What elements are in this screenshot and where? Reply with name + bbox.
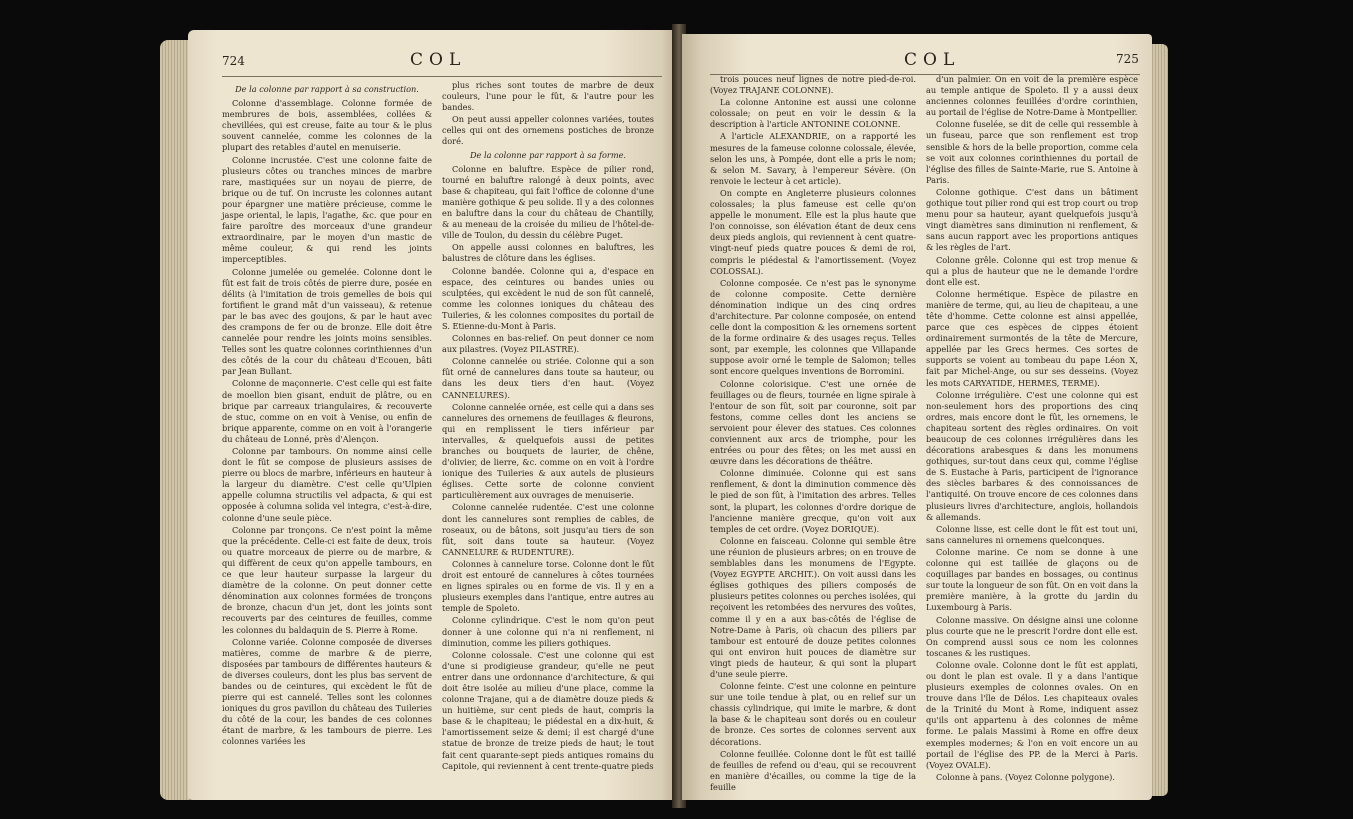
left-page-number: 724 xyxy=(222,54,245,68)
entry-paragraph: Colonne feinte. C'est une colonne en peinture sur une toile tendue à plat, ou en relief sur un chassis cylindrique, qui imite le marbre, & dont la base & le chapiteau sont dorés ou en couleur de bronze. Ces sortes de colonnes servent aux décorations. xyxy=(710,681,916,747)
right-column-2 xyxy=(926,74,1138,792)
section-heading: De la colonne par rapport à sa forme. xyxy=(469,149,627,160)
entry-paragraph: Colonne hermétique. Espèce de pilastre en manière de terme, qui, au lieu de chapiteau, a une tête d'homme. Cette colonne est ainsi appellée, parce que ces espèces de cippes étoient ordinairement surmontés de la tête de Mercure, appellée par les Grecs hermes. Ces sortes de supports se voient au tombeau du pape Léon X, fait par Michel-Ange, ou sur ses desseins. (Voyez les mots CARYATIDE, HERMES, TERME). xyxy=(926,288,1138,388)
entry-paragraph: Colonne de maçonnerie. C'est celle qui est faite de moellon bien gisant, enduit de plâtre, ou en brique par carreaux triangulaires, & recouverte de stuc, comme on en voit à Venise, ou enfin de brique apparente, comme on en voit à l'orangerie du château de Lonné, près d'Alençon. xyxy=(222,378,432,444)
entry-paragraph: trois pouces neuf lignes de notre pied-de-roi. (Voyez TRAJANE COLONNE). xyxy=(710,74,916,96)
left-column-2 xyxy=(442,80,654,794)
entry-paragraph: Colonne feuillée. Colonne dont le fût est taillé de feuilles de refend ou d'eau, qui se recouvrent en manière d'écailles, ou comme la tige de la feuille xyxy=(710,748,916,792)
entry-paragraph: Colonne par tronçons. Ce n'est point la même que la précédente. Celle-ci est faite de deux, trois ou quatre morceaux de pierre ou de marbre, & qui diffèrent de ceux qu'on appelle tambours, en ce que leur hauteur surpasse la largeur du diamètre de la colonne. On peut donner cette dénomination aux colonnes formées de tronçons de bronze, chacun d'un jet, dont les joints sont recouverts par des ceintures de feuilles, comme les colonnes du baldaquin de S. Pierre à Rome. xyxy=(222,524,432,635)
entry-paragraph: Colonne composée. Ce n'est pas le synonyme de colonne composite. Cette dernière dénomination indique un des cinq ordres d'architecture. Par colonne composée, on entend celle dont la composition & les ornemens sortent de la forme ordinaire & des usages reçus. Telles sont, par exemple, les colonnes que Villapande suppose avoir orné le temple de Salomon; telles sont encore quelques inventions de Borromini. xyxy=(710,277,916,377)
left-page-edges xyxy=(160,40,190,800)
entry-paragraph: On appelle aussi colonnes en baluftres, les balustres de clôture dans les églises. xyxy=(442,242,654,264)
entry-paragraph: Colonnes à cannelure torse. Colonne dont le fût droit est entouré de cannelures à côtes tournées en lignes spirales ou en forme de vis. Il y en a plusieurs exemples dans l'antique, entre autres au temple de Spoleto. xyxy=(442,558,654,614)
entry-paragraph: Colonne fuselée, se dit de celle qui ressemble à un fuseau, parce que son renflement est trop sensible & hors de la belle proportion, comme cela se voit aux colonnes corinthiennes du portail de l'église des filles de Sainte-Marie, rue S. Antoine à Paris. xyxy=(926,119,1138,185)
entry-paragraph: Colonne cylindrique. C'est le nom qu'on peut donner à une colonne qui n'a ni renflement, ni diminution, comme les piliers gothiques. xyxy=(442,615,654,648)
entry-paragraph: On peut aussi appeller colonnes variées, toutes celles qui ont des ornemens postiches de bronze doré. xyxy=(442,114,654,147)
entry-paragraph: Colonne ovale. Colonne dont le fût est applati, ou dont le plan est ovale. Il y a dans l'antique plusieurs exemples de colonnes ovales. On en trouve dans l'île de Délos. Les chapiteaux ovales de la Trinité du Mont à Rome, indiquent assez qu'ils ont appartenu à des colonnes de même forme. Le palais Massimi à Rome en offre deux exemples modernes; & l'on en voit encore un au portail de l'église des PP. de la Merci à Paris. (Voyez OVALE). xyxy=(926,659,1138,770)
entry-paragraph: Colonne en faisceau. Colonne qui semble être une réunion de plusieurs arbres; on en trouve de semblables dans les monumens de l'Egypte. (Voyez EGYPTE ARCHIT.). On voit aussi dans les églises gothiques des piliers composés de plusieurs petites colonnes ou perches isolées, qui reçoivent les retombées des nervures des voûtes, comme il y en a aux bas-côtés de l'église de Notre-Dame à Paris, où chacun des piliers par tambour est entouré de douze petites colonnes qui ont environ huit pouces de diamètre sur vingt pieds de hauteur, & qui sont la plupart d'une seule pierre. xyxy=(710,535,916,679)
entry-paragraph: Colonne à pans. (Voyez Colonne polygone). xyxy=(936,771,1115,782)
entry-paragraph: Colonne lisse, est celle dont le fût est tout uni, sans cannelures ni ornemens quelconques. xyxy=(926,523,1138,545)
entry-paragraph: plus riches sont toutes de marbre de deux couleurs, l'une pour le fût, & l'autre pour les bandes. xyxy=(442,80,654,113)
entry-paragraph: Colonne cannelée rudentée. C'est une colonne dont les cannelures sont remplies de cables, de roseaux, ou de bâtons, soit jusqu'au tiers de son fût, soit dans toute sa hauteur. (Voyez CANNELURE & RUDENTURE). xyxy=(442,502,654,557)
left-column-1 xyxy=(222,82,432,794)
entry-paragraph: Colonne diminuée. Colonne qui est sans renflement, & dont la diminution commence dès le pied de son fût, à l'imitation des arbres. Telles sont, la plupart, les colonnes d'ordre dorique de l'ancienne manière grecque, qu'on voit aux temples de cet ordre. (Voyez DORIQUE). xyxy=(710,468,916,534)
entry-paragraph: Colonne par tambours. On nomme ainsi celle dont le fût se compose de plusieurs assises de pierre ou blocs de marbre, inférieurs en hauteur à la largeur du diamètre. C'est celle qu'Ulpien appelle columna structilis vel adpacta, & qui est opposée à columna solida vel integra, c'est-à-dire, colonne d'une seule pièce. xyxy=(222,446,432,523)
right-column-1 xyxy=(710,74,916,792)
entry-paragraph: Colonne grêle. Colonne qui est trop menue & qui a plus de hauteur que ne le demande l'ordre dont elle est. xyxy=(926,254,1138,287)
entry-paragraph: On compte en Angleterre plusieurs colonnes colossales; la plus fameuse est celle qu'on appelle le monument. Elle est la plus haute que l'on connoisse, son élévation étant de deux cens deux pieds anglois, qui reviennent à cent quatre-vingt-neuf pieds quatre pouces & demi de roi, compris le piédestal & l'amortissement. (Voyez COLOSSAL). xyxy=(710,187,916,276)
entry-paragraph: Colonne marine. Ce nom se donne à une colonne qui est taillée de glaçons ou de coquillages par bandes en bossages, ou continus sur toute la longueur de son fût. On en voit dans la première manière, à la grotte du jardin du Luxembourg à Paris. xyxy=(926,546,1138,613)
entry-paragraph: Colonne variée. Colonne composée de diverses matières, comme de marbre & de pierre, disposées par tambours de différentes hauteurs & de diverses couleurs, dont les plus bas servent de bandes ou de ceintures, qui excèdent le fût de pierre qui est cannelé. Telles sont les colonnes ioniques du gros pavillon du château des Tuileries du côté de la cour, les bandes de ces colonnes étant de marbre, & les tambours de pierre. Les colonnes variées les xyxy=(222,636,432,747)
entry-paragraph: Colonne cannelée ornée, est celle qui a dans ses cannelures des ornemens de feuillages & fleurons, qui en remplissent le tiers inférieur par intervalles, & quelquefois aussi de petites branches ou bouquets de laurier, de chêne, d'olivier, de lierre, &c. comme on en voit à l'ordre ionique des Tuileries & aux autels de plusieurs églises. Cette sorte de colonne convient particulièrement aux ouvrages de menuiserie. xyxy=(442,401,654,501)
left-header-rule xyxy=(222,76,662,77)
entry-paragraph: Colonne cannelée ou striée. Colonne qui a son fût orné de cannelures dans toute sa hauteur, ou dans les deux tiers d'en haut. (Voyez CANNELURES). xyxy=(442,356,654,400)
entry-paragraph: Colonne jumelée ou gemelée. Colonne dont le fût est fait de trois côtés de pierre dure, posée en délits (à l'imitation de trois gemelles de bois qui fortifient le grand mât d'un vaisseau), & retenue par le bas avec des goujons, & par le haut avec des crampons de fer ou de bronze. Elle doit être cannelée pour rendre les joints moins sensibles. Telles sont les quatre colonnes corinthiennes d'un des côtés de la cour du château d'Ecouen, bâti par Jean Bullant. xyxy=(222,266,432,377)
entry-paragraph: A l'article ALEXANDRIE, on a rapporté les mesures de la fameuse colonne colossale, élevée, selon les uns, à Pompée, dont elle a pris le nom; & selon M. Savary, à l'empereur Sévère. (On renvoie le lecteur à cet article). xyxy=(710,131,916,186)
left-page xyxy=(188,30,676,800)
entry-paragraph: Colonne en baluftre. Espèce de pilier rond, tourné en baluftre ralongé à deux points, avec base & chapiteau, qui fait l'office de colonne d'une manière gothique & peu solide. Il y a des colonnes en baluftre dans la cour du château de Chantilly, & au meneau de la croisée du milieu de l'hôtel-de-ville de Toulon, du dessin du célèbre Puget. xyxy=(442,163,654,241)
entry-paragraph: Colonne bandée. Colonne qui a, d'espace en espace, des ceintures ou bandes unies ou sculptées, qui excèdent le nud de son fût cannelé, comme les colonnes ioniques du château des Tuileries, & les colonnes composites du portail de S. Etienne-du-Mont à Paris. xyxy=(442,265,654,331)
section-heading: De la colonne par rapport à sa construction. xyxy=(235,84,419,94)
entry-paragraph: Colonne incrustée. C'est une colonne faite de plusieurs côtes ou tranches minces de marbre rare, mastiquées sur un noyau de pierre, de brique ou de tuf. On incruste les colonnes autant pour épargner une matière précieuse, comme le jaspe oriental, le lapis, l'agathe, &c. que pour en faire paroître des morceaux d'une grandeur extraordinaire, par le moyen d'un mastic de même couleur, & qui rend les joints imperceptibles. xyxy=(222,154,432,265)
entry-paragraph: Colonne colossale. C'est une colonne qui est d'une si prodigieuse grandeur, qu'elle ne peut entrer dans une ordonnance d'architecture, & qui doit être isolée au milieu d'une place, comme la colonne Trajane, qui a de diamètre douze pieds & un huitième, sur cent pieds de haut, compris la base & le chapiteau; le piédestal en a dix-huit, & l'amortissement seize & demi; il est chargé d'une statue de bronze de treize pieds de haut; le tout fait cent quarante-sept pieds antiques romains du Capitole, qui reviennent à cent trente-quatre pieds xyxy=(442,649,654,771)
entry-paragraph: La colonne Antonine est aussi une colonne colossale; on peut en voir le dessin & la description à l'article ANTONINE COLONNE. xyxy=(710,97,916,130)
right-page xyxy=(682,34,1152,800)
entry-paragraph: Colonne irrégulière. C'est une colonne qui est non-seulement hors des proportions des cinq ordres, mais encore dont le fût, les ornemens, le chapiteau sortent des règles ordinaires. On voit beaucoup de ces colonnes irrégulières dans les décorations arabesques & dans les monumens gothiques, sur-tout dans ceux qui, comme l'église de S. Eustache à Paris, participent de l'ignorance des siècles barbares & des connoissances de l'antiquité. On trouve encore de ces colonnes dans plusieurs livres d'architecture, anglois, hollandois & allemands. xyxy=(926,389,1138,522)
entry-paragraph: d'un palmier. On en voit de la première espèce au temple antique de Spoleto. Il y a aussi deux anciennes colonnes feuillées d'ordre corinthien, au portail de l'église de Notre-Dame à Montpellier. xyxy=(926,74,1138,118)
entry-paragraph: Colonne gothique. C'est dans un bâtiment gothique tout pilier rond qui est trop court ou trop menu pour sa hauteur, ayant quelquefois jusqu'à vingt diamètres sans diminution ni renflement, & sans aucun rapport avec les proportions antiques & les règles de l'art. xyxy=(926,186,1138,253)
right-page-number: 725 xyxy=(1116,52,1139,66)
entry-paragraph: Colonne massive. On désigne ainsi une colonne plus courte que ne le prescrit l'ordre dont elle est. On comprend aussi sous ce nom les colonnes toscanes & les rustiques. xyxy=(926,614,1138,658)
right-running-head: COL xyxy=(904,50,961,70)
left-running-head: COL xyxy=(410,50,467,70)
right-page-edges xyxy=(1150,44,1168,796)
entry-paragraph: Colonne d'assemblage. Colonne formée de membrures de bois, assemblées, collées & chevillées, qui est creuse, faite au tour & le plus souvent cannelée, comme les colonnes de la plupart des retables d'autel en menuiserie. xyxy=(222,98,432,153)
entry-paragraph: Colonne colorisique. C'est une ornée de feuillages ou de fleurs, tournée en ligne spirale à l'entour de son fût, soit par couronne, soit par festons, comme celles dont les anciens se servoient pour élever des statues. Ces colonnes conviennent aux arcs de triomphe, pour les entrées ou pour des fêtes; on les met aussi en œuvre dans les décorations de théâtre. xyxy=(710,378,916,467)
entry-paragraph: Colonnes en bas-relief. On peut donner ce nom aux pilastres. (Voyez PILASTRE). xyxy=(442,333,654,355)
